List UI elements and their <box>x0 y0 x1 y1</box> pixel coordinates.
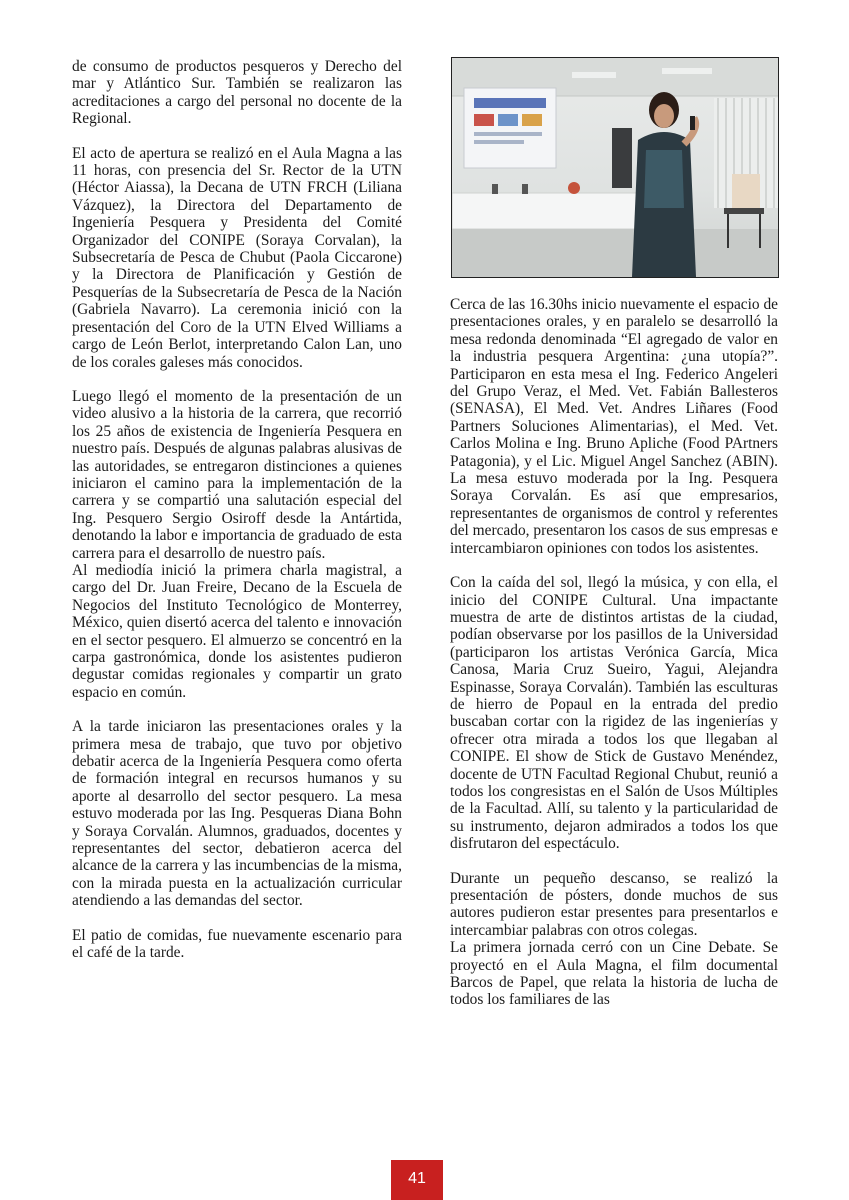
paragraph: de consumo de productos pesqueros y Derecho del mar y Atlántico Sur. También se realizaron las acreditaciones a cargo del personal no docente de la Regional. <box>72 58 402 128</box>
speaker-photo-illustration <box>452 58 778 277</box>
paragraph: Luego llegó el momento de la presentación de un video alusivo a la historia de la carrera, que recorrió los 25 años de existencia de Ingeniería Pesquera en nuestro país. Después de algunas palabras alusivas de las autoridades, se entregaron distinciones a quienes iniciaron el camino para la implementación de la carrera y se compartió una salutación especial del Ing. Pesquero Sergio Osiroff desde la Antártida, denotando la labor e importancia de graduado de esta carrera para el desarrollo de nuestro país. <box>72 387 402 562</box>
right-text-column <box>450 296 778 1009</box>
page-number: 41 <box>391 1160 443 1200</box>
paragraph: Cerca de las 16.30hs inicio nuevamente el espacio de presentaciones orales, y en paralelo se desarrolló la mesa redonda denominada “El agregado de valor en la industria pesquera Argentina: ¿una utopía?”. Participaron en esta mesa el Ing. Federico Angeleri del Grupo Veraz, el Med. Vet. Fabián Ballesteros (SENASA), El Med. Vet. Andres Liñares (Food Partners Soluciones Alimentarias), el Med. Vet. Carlos Molina e Ing. Bruno Apliche (Food PArtners Patagonia), y el Lic. Miguel Angel Sanchez (ABIN). La mesa estuvo moderada por la Ing. Pesquera Soraya Corvalán. Es así que empresarios, representantes de organismos de control y referentes del mercado, presentaron los casos de sus empresas e intercambiaron opiniones con todos los asistentes. <box>450 296 778 557</box>
paragraph: Con la caída del sol, llegó la música, y con ella, el inicio del CONIPE Cultural. Una impactante muestra de arte de distintos artistas de la ciudad, podían observarse por los pasillos de la Universidad (participaron los artistas Verónica García, Mica Canosa, Maria Cruz Sueiro, Yagui, Alejandra Espinasse, Soraya Corvalán). También las esculturas de hierro de Popaul en la entrada del predio buscaban cortar con la rigidez de las ingenierías y ofrecer otra mirada a todos los que llegaban al CONIPE. El show de Stick de Gustavo Menéndez, docente de UTN Facultad Regional Chubut, reunió a todos los congresistas en el Salón de Usos Múltiples de la Facultad. Allí, su talento y la particularidad de su instrumento, dejaron admirados a todos los que disfrutaron del espectáculo. <box>450 574 778 853</box>
paragraph: La primera jornada cerró con un Cine Debate. Se proyectó en el Aula Magna, el film documental Barcos de Papel, que relata la historia de lucha de todos los familiares de las <box>450 939 778 1009</box>
paragraph: El patio de comidas, fue nuevamente escenario para el café de la tarde. <box>72 926 402 962</box>
paragraph: El acto de apertura se realizó en el Aula Magna a las 11 horas, con presencia del Sr. Rector de la UTN (Héctor Aiassa), la Decana de UTN FRCH (Liliana Vázquez), la Directora del Departamento de Ingeniería Pesquera y Presidenta del Comité Organizador del CONIPE (Soraya Corvalan), la Subsecretaría de Pesca de Chubut (Paola Ciccarone) y la Directora de Planificación y Gestión de Pesquerías de la Subsecretaría de Pesca de la Nación (Gabriela Navarro). La ceremonia inició con la presentación del Coro de la UTN Elved Williams a cargo de León Berlot, interpretando Calon Lan, uno de los corales galeses más conocidos. <box>72 144 402 371</box>
paragraph: Durante un pequeño descanso, se realizó la presentación de pósters, donde muchos de sus autores pudieron estar presentes para presentarlos e intercambiar palabras con otros colegas. <box>450 869 778 939</box>
left-text-column <box>72 58 402 979</box>
paragraph: A la tarde iniciaron las presentaciones orales y la primera mesa de trabajo, que tuvo por objetivo debatir acerca de la Ingeniería Pesquera como oferta de formación integral en recursos humanos y su aporte al desarrollo del sector pesquero. La mesa estuvo moderada por las Ing. Pesqueras Diana Bohn y Soraya Corvalán. Alumnos, graduados, docentes y representantes del sector, debatieron acerca del alcance de la carrera y las incumbencias de la misma, con la mirada puesta en la actualización curricular atendiendo a las demandas del sector. <box>72 718 402 910</box>
event-photo <box>451 57 779 278</box>
paragraph: Al mediodía inició la primera charla magistral, a cargo del Dr. Juan Freire, Decano de la Escuela de Negocios del Instituto Tecnológico de Monterrey, México, quien disertó acerca del talento e innovación en el sector pesquero. El almuerzo se concentró en la carpa gastronómica, donde los asistentes pudieron degustar comidas regionales y compartir un grato espacio en común. <box>72 561 402 701</box>
